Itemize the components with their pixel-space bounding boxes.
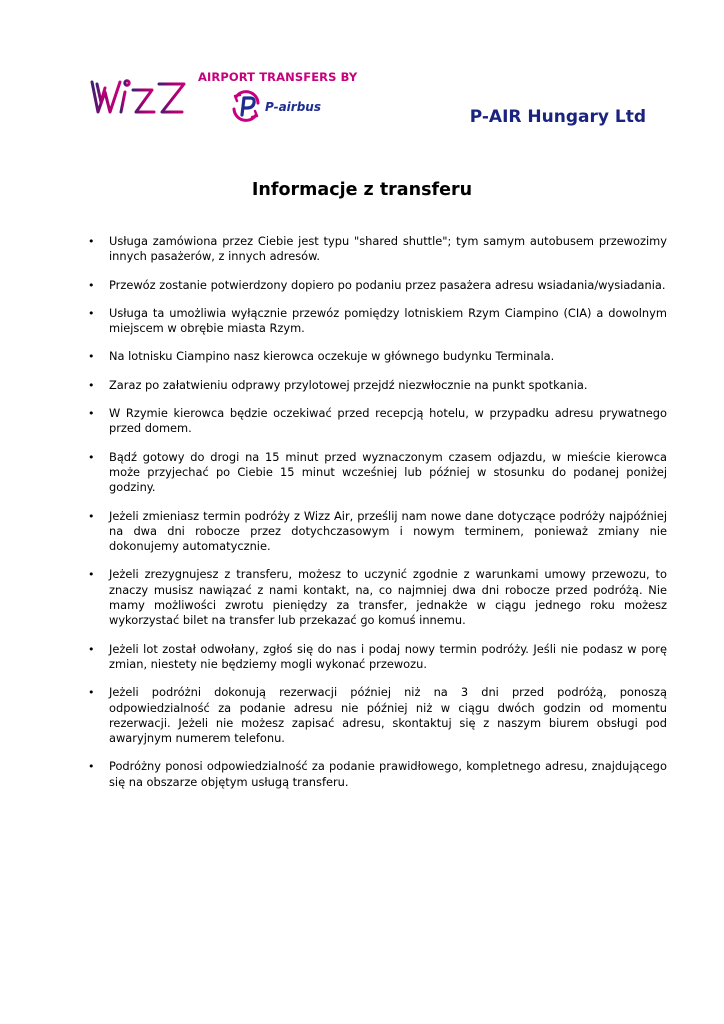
info-item: • Podróżny ponosi odpowiedzialność za podanie prawidłowego, kompletnego adresu, znajdującego się na obszarze objętym usługą transferu. [88, 759, 667, 790]
transfers-tagline: AIRPORT TRANSFERS BY [198, 70, 358, 84]
wizz-logo [88, 74, 190, 120]
company-name: P-AIR Hungary Ltd [469, 107, 646, 127]
info-item: • W Rzymie kierowca będzie oczekiwać przed recepcją hotelu, w przypadku adresu prywatnego przed domem. [88, 406, 667, 437]
info-item: • Usługa ta umożliwia wyłącznie przewóz pomiędzy lotniskiem Rzym Ciampino (CIA) a dowolnym miejscem w obrębie miasta Rzym. [88, 306, 667, 337]
info-item: • Bądź gotowy do drogi na 15 minut przed wyznaczonym czasem odjazdu, w mieście kierowca może przyjechać po Ciebie 15 minut wcześniej lub później w stosunku do podanej poniżej godziny. [88, 450, 667, 496]
transfer-info-list [88, 234, 667, 803]
info-item: • Jeżeli podróżni dokonują rezerwacji później niż na 3 dni przed podróżą, ponoszą odpowiedzialność za podanie adresu nie później niż w ciągu dwóch godzin od momentu rezerwacji. Jeżeli nie możesz zapisać adresu, skontaktuj się z naszym biurem obsługi pod awaryjnym numerem telefonu. [88, 685, 667, 746]
pairbus-p-icon [228, 88, 264, 124]
info-item: • Usługa zamówiona przez Ciebie jest typu "shared shuttle"; tym samym autobusem przewozimy innych pasażerów, z innych adresów. [88, 234, 667, 265]
info-item: • Jeżeli zmieniasz termin podróży z Wizz Air, prześlij nam nowe dane dotyczące podróży najpóźniej na dwa dni robocze przez dotychczasowym i nowym terminem, ponieważ zmiany nie dokonujemy automatycznie. [88, 509, 667, 555]
info-item: • Jeżeli lot został odwołany, zgłoś się do nas i podaj nowy termin podróży. Jeśli nie podasz w porę zmian, niestety nie będziemy mogli wykonać przewozu. [88, 642, 667, 673]
document-title: Informacje z transferu [251, 180, 473, 200]
info-item: • Zaraz po załatwieniu odprawy przylotowej przejdź niezwłocznie na punkt spotkania. [88, 378, 667, 393]
pairbus-logo [228, 88, 321, 124]
info-item: • Przewóz zostanie potwierdzony dopiero po podaniu przez pasażera adresu wsiadania/wysiadania. [88, 278, 667, 293]
pairbus-name: P-airbus [265, 100, 321, 114]
info-item: • Na lotnisku Ciampino nasz kierowca oczekuje w głównego budynku Terminala. [88, 349, 667, 364]
info-item: • Jeżeli zrezygnujesz z transferu, możesz to uczynić zgodnie z warunkami umowy przewozu, to znaczy musisz nawiązać z nami kontakt, na, co najmniej dwa dni robocze przed podróżą. Nie mamy możliwości zwrotu pieniędzy za transfer, jednakże w ciągu jednego roku możesz wykorzystać bilet na transfer lub przekazać go komuś innemu. [88, 567, 667, 628]
